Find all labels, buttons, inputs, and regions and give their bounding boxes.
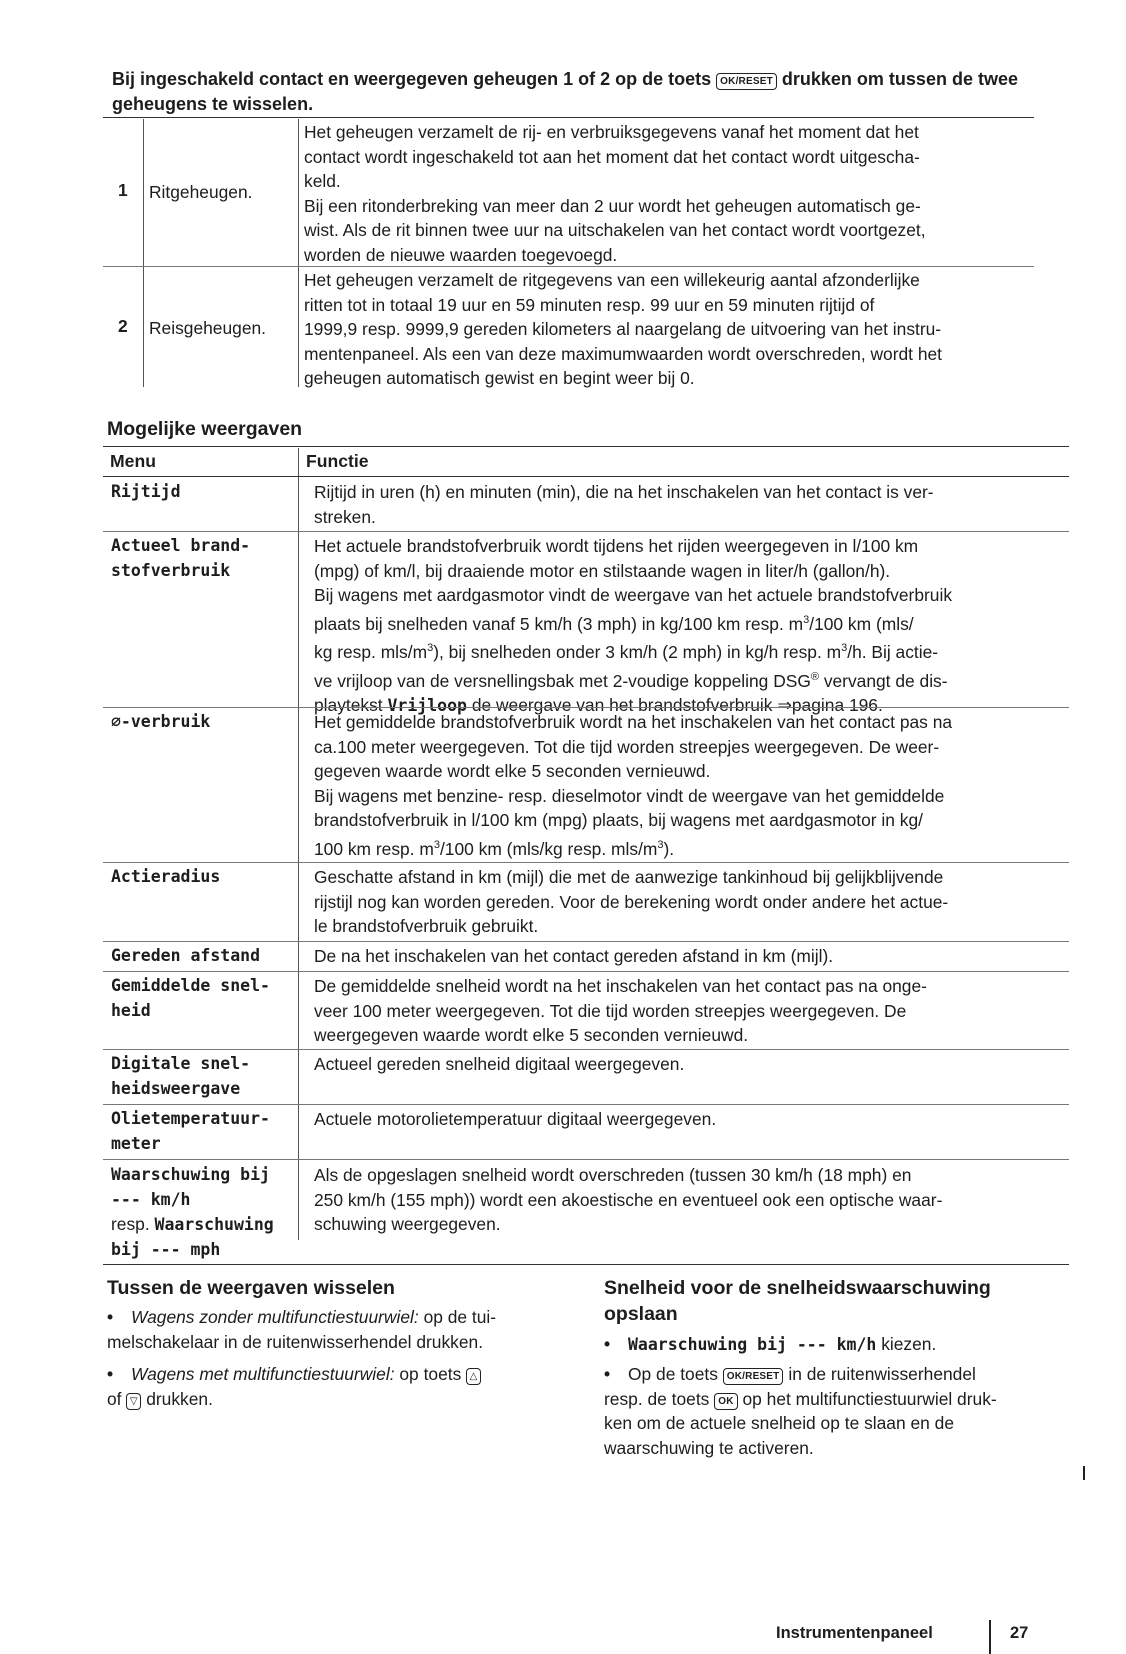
row-divider-4	[103, 941, 1069, 942]
row-divider-2	[103, 707, 1069, 708]
right-section-title: Snelheid voor de snelheidswaarschuwing opslaan	[604, 1277, 991, 1325]
menu-actieradius: Actieradius	[111, 867, 221, 886]
ok-key-icon: OK	[714, 1393, 737, 1410]
ok-reset-key-icon: OK/RESET	[716, 73, 777, 90]
memory-1-name: Ritgeheugen.	[149, 182, 253, 202]
menu-gemiddelde-snelheid: Gemiddelde snel- heid	[111, 976, 270, 1020]
row-divider-7	[103, 1104, 1069, 1105]
section-title: Mogelijke weergaven	[107, 418, 303, 440]
row-divider-1	[103, 531, 1069, 532]
function-waarschuwing: Als de opgeslagen snelheid wordt overschreden (tussen 30 km/h (18 mph) en 250 km/h (155 mph)) wordt een akoestische en eventueel ook een optische waar- schuwing weergegeven.	[314, 1165, 943, 1235]
function-header: Functie	[306, 451, 369, 471]
function-actieradius: Geschatte afstand in km (mijl) die met de aanwezige tankinhoud bij gelijkblijvende rijstijl nog kan worden gereden. Voor de berekening wordt onder andere het actue- le brandstofverbruik gebruikt.	[314, 867, 949, 937]
row-divider-3	[103, 862, 1069, 863]
left-bullet-1: • Wagens zonder multifunctiestuurwiel: op de tui- melschakelaar in de ruitenwisserhendel drukken.	[107, 1307, 497, 1352]
footer-divider	[989, 1620, 991, 1654]
memory-2-description: Het geheugen verzamelt de ritgegevens van een willekeurig aantal afzonderlijke ritten tot in totaal 19 uur en 59 minuten resp. 99 uur en 59 minuten rijtijd of 1999,9 resp. 9999,9 gereden kilometers al naargelang de uitvoering van het instru- mentenpaneel. Als een van deze maximumwaarden wordt overschreden, wordt het geheugen automatisch gewist en begint weer bij 0.	[304, 270, 943, 389]
right-bullet-1: • Waarschuwing bij --- km/h kiezen.	[604, 1334, 937, 1354]
function-digitale-snelheidsweergave: Actueel gereden snelheid digitaal weergegeven.	[314, 1054, 685, 1074]
function-gereden-afstand: De na het inschakelen van het contact gereden afstand in km (mijl).	[314, 946, 834, 966]
memory-table-top-rule	[103, 117, 1034, 118]
ok-reset-key-icon-2: OK/RESET	[723, 1368, 784, 1385]
display-table-top-rule	[103, 446, 1069, 447]
right-bullet-2: • Op de toets OK/RESET in de ruitenwisserhendel resp. de toets OK op het multifunctiestuurwiel druk- ken om de actuele snelheid op te slaan en de waarschuwing te activeren.	[604, 1364, 997, 1458]
memory-2-number: 2	[118, 316, 128, 336]
row-divider-6	[103, 1049, 1069, 1050]
change-margin-mark	[1083, 1466, 1085, 1480]
menu-rijtijd: Rijtijd	[111, 482, 181, 501]
function-gemiddeld-verbruik: Het gemiddelde brandstofverbruik wordt na het inschakelen van het contact pas na ca.100 meter weergegeven. Tot die tijd worden streepjes weergegeven. De weer- gegeven waarde wordt elke 5 seconden vernieuwd. Bij wagens met benzine- resp. dieselmotor vindt de weergave van het gemiddelde brandstofverbruik in l/100 km (mpg) plaats, bij wagens met aardgasmotor in kg/ 100 km resp. $m^3/100$ km (mls/kg resp. mls/$m^3$).	[314, 712, 953, 859]
menu-header: Menu	[110, 451, 156, 471]
function-gemiddelde-snelheid: De gemiddelde snelheid wordt na het inschakelen van het contact pas na onge- veer 100 meter weergegeven. Tot die tijd worden streepjes weergegeven. De weergegeven waarde wordt elke 5 seconden vernieuwd.	[314, 976, 927, 1046]
arrow-up-key-icon: △	[466, 1368, 481, 1385]
left-bullet-2: • Wagens met multifunctiestuurwiel: op toets △ of ▽ drukken.	[107, 1362, 577, 1411]
display-table-bottom-rule	[103, 1264, 1069, 1265]
memory-table-col-divider-2	[298, 119, 299, 387]
memory-2-name: Reisgeheugen.	[149, 318, 266, 338]
menu-gemiddeld-verbruik: ∅-verbruik	[111, 712, 211, 731]
memory-1-number: 1	[118, 180, 128, 200]
menu-gereden-afstand: Gereden afstand	[111, 946, 261, 965]
arrow-right-icon: ⇒	[777, 694, 792, 715]
page-number: 27	[1010, 1624, 1029, 1642]
display-table-header-rule	[103, 476, 1069, 477]
intro-text	[112, 67, 1062, 117]
menu-actueel-brandstofverbruik: Actueel brand- stofverbruik	[111, 536, 251, 580]
menu-olietemperatuurmeter: Olietemperatuur- meter	[111, 1109, 270, 1153]
menu-digitale-snelheidsweergave: Digitale snel- heidsweergave	[111, 1054, 251, 1098]
arrow-down-key-icon: ▽	[126, 1393, 141, 1410]
row-divider-5	[103, 971, 1069, 972]
function-rijtijd: Rijtijd in uren (h) en minuten (min), die na het inschakelen van het contact is ver- streken.	[314, 482, 934, 527]
memory-table-col-divider-1	[143, 119, 144, 387]
intro-part1: Bij ingeschakeld contact en weergegeven geheugen 1 of 2 op de toets	[112, 69, 712, 89]
function-olietemperatuurmeter: Actuele motorolietemperatuur digitaal weergegeven.	[314, 1109, 717, 1129]
function-actueel-brandstofverbruik: Het actuele brandstofverbruik wordt tijdens het rijden weergegeven in l/100 km (mpg) of km/l, bij draaiende motor en stilstaande wagen in liter/h (gallon/h). Bij wagens met aardgasmotor vindt de weergave van het actuele brandstofverbruik plaats bij snelheden vanaf 5 km/h (3 mph) in kg/100 km resp. $m^3/100$ km (mls/ kg resp. mls/$m^3$), bij snelheden onder 3 km/h (2 mph) in kg/h resp. $m^3/h$. Bij actie- ve vrijloop van de versnellingsbak met 2-voudige koppeling DSG® vervangt de dis- playtekst Vrijloop de weergave van het brandstofverbruik ⇒pagina 196.	[314, 536, 953, 715]
left-section-title: Tussen de weergaven wisselen	[107, 1277, 395, 1299]
memory-1-description: Het geheugen verzamelt de rij- en verbruiksgegevens vanaf het moment dat het contact wordt ingeschakeld tot aan het moment dat het contact wordt uitgescha- keld. Bij een ritonderbreking van meer dan 2 uur wordt het geheugen automatisch ge- wist. Als de rit binnen twee uur na uitschakelen van het contact wordt voortgezet, worden de nieuwe waarden toegevoegd.	[304, 122, 926, 265]
row-divider-8	[103, 1159, 1069, 1160]
footer-title: Instrumentenpaneel	[776, 1624, 933, 1642]
intro-part2: drukken om tussen de twee geheugens te wisselen.	[112, 69, 1018, 114]
menu-waarschuwing: Waarschuwing bij --- km/h resp. Waarschuwing bij --- mph	[111, 1165, 274, 1259]
